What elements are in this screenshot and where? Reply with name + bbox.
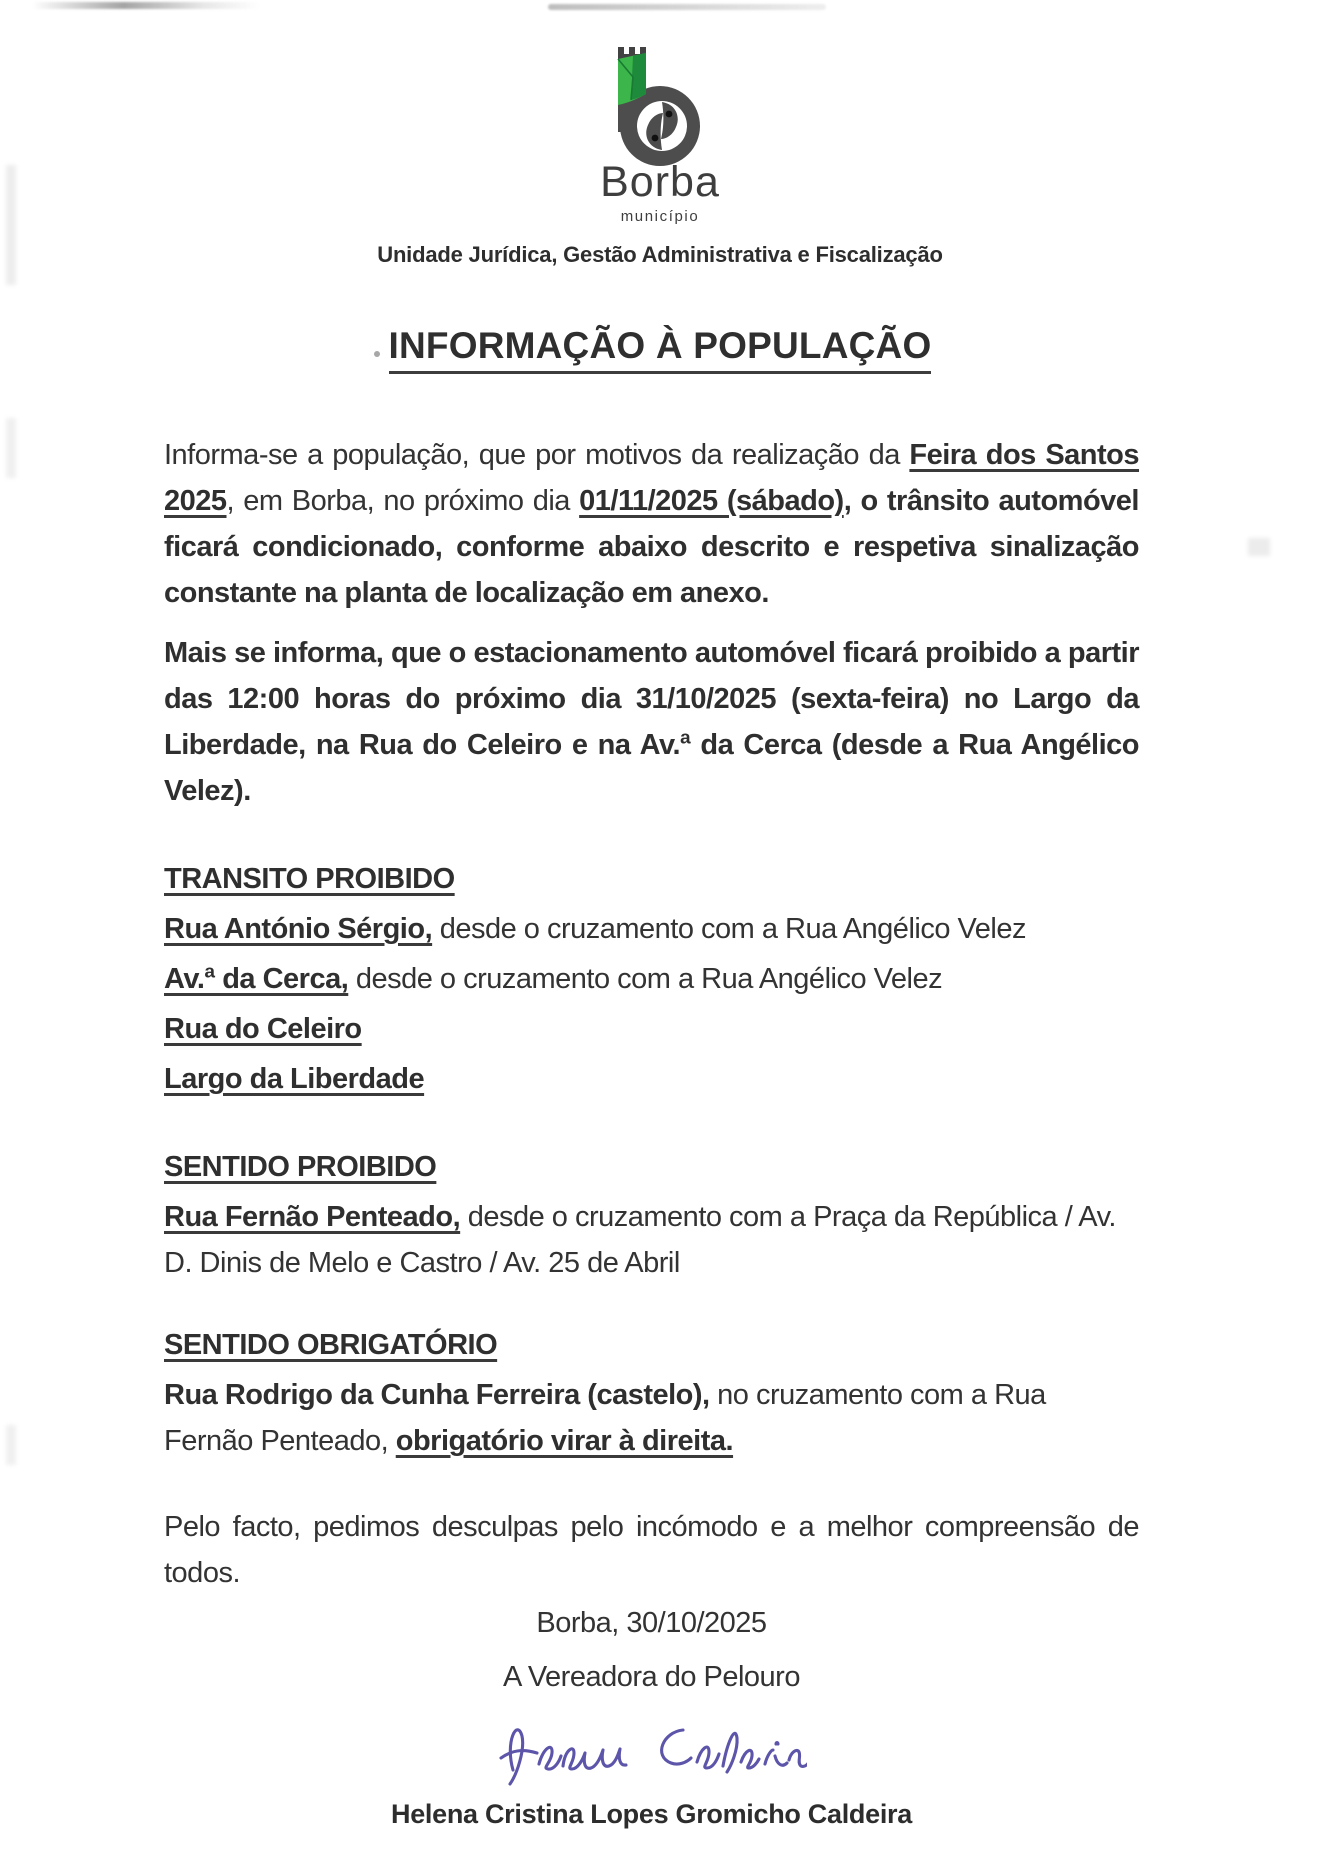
intro-paragraph: [164, 432, 1139, 616]
signature-handwriting-icon: [497, 1708, 807, 1790]
section-heading-transito: TRANSITO PROIBIDO: [164, 863, 455, 895]
logo-tagline: município: [620, 208, 700, 225]
section-sentido-obrigatorio: [164, 1322, 1139, 1464]
street-item: [164, 906, 1139, 952]
instruction-text: obrigatório virar à direita.: [395, 1425, 734, 1457]
street-detail: desde o cruzamento com a Rua Angélico Velez: [348, 963, 943, 995]
street-detail: desde o cruzamento com a Praça da República / Av. D. Dinis de Melo e Castro / Av. 25 de Abril: [164, 1201, 1116, 1279]
intro-text: Informa-se a população, que por motivos da realização da: [164, 439, 910, 471]
department-subtitle: Unidade Jurídica, Gestão Administrativa e Fiscalização: [377, 242, 943, 267]
section-sentido-proibido: [164, 1144, 1139, 1286]
street-detail: desde o cruzamento com a Rua Angélico Velez: [432, 913, 1026, 945]
street-item: [164, 1194, 1139, 1286]
street-name: Rua António Sérgio,: [164, 913, 433, 945]
event-date: 01/11/2025 (sábado): [579, 485, 844, 517]
street-name: Rua Rodrigo da Cunha Ferreira (castelo),: [164, 1379, 710, 1411]
parking-paragraph: Mais se informa, que o estacionamento automóvel ficará proibido a partir das 12:00 horas do próximo dia 31/10/2025 (sexta-feira) no Largo da Liberdade, na Rua do Celeiro e na Av.ª da Cerca (desde a Rua Angélico Velez).: [164, 637, 1139, 807]
signature-block: [164, 1708, 1139, 1790]
intro-text-bold: , o trânsito automóvel ficará condicionado, conforme abaixo descrito e respetiva sinalização constante na planta de localização em anexo.: [164, 485, 1139, 609]
signer-role: A Vereadora do Pelouro: [503, 1661, 800, 1693]
section-heading-sentido-proibido: SENTIDO PROIBIDO: [164, 1151, 437, 1183]
street-name: Rua do Celeiro: [164, 1013, 362, 1045]
municipality-logo: [0, 44, 1320, 225]
event-name: Feira dos Santos 2025: [164, 439, 1140, 517]
street-item: [164, 956, 1139, 1002]
intro-text: , em Borba, no próximo dia: [226, 485, 580, 517]
place-date: Borba, 30/10/2025: [536, 1607, 767, 1639]
scan-artifact: [32, 2, 260, 9]
signer-name: Helena Cristina Lopes Gromicho Caldeira: [391, 1799, 912, 1829]
street-detail: no cruzamento com a Rua Fernão Penteado,: [164, 1379, 1046, 1457]
street-item: [164, 1056, 1139, 1102]
street-item: [164, 1006, 1139, 1052]
section-transito-proibido: [164, 856, 1139, 1102]
street-name: Rua Fernão Penteado,: [164, 1201, 461, 1233]
street-item: [164, 1372, 1139, 1464]
page-title: INFORMAÇÃO À POPULAÇÃO: [389, 325, 932, 374]
apology-paragraph: Pelo facto, pedimos desculpas pelo incómodo e a melhor compreensão de todos.: [164, 1511, 1139, 1589]
logo-wordmark: Borba: [600, 158, 720, 206]
scan-artifact: [548, 4, 826, 10]
street-name: Largo da Liberdade: [164, 1063, 425, 1095]
street-name: Av.ª da Cerca,: [164, 963, 349, 995]
section-heading-sentido-obrigatorio: SENTIDO OBRIGATÓRIO: [164, 1329, 498, 1361]
